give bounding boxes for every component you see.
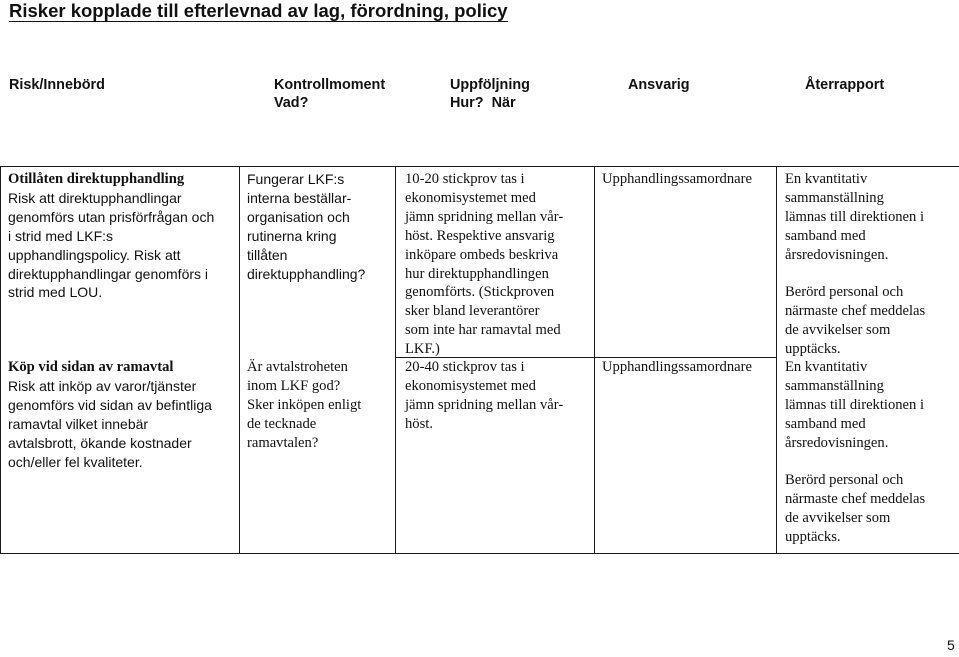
row-1-kontroll-line: direktupphandling?	[247, 265, 366, 282]
row-1-uppfoljning-line: 10-20 stickprov tas i	[405, 171, 525, 187]
row-1-kontroll-line: organisation och	[247, 208, 350, 225]
row-1-kontroll-line: Fungerar LKF:s	[247, 171, 345, 187]
row-2-kontroll-line: Är avtalstroheten	[247, 359, 348, 375]
header-uppfoljning-line1: Uppföljning	[450, 77, 530, 93]
header-risk: Risk/Innebörd	[9, 77, 105, 93]
row-2-uppfoljning-line: höst.	[405, 415, 433, 432]
row-2-risk-line: Risk att inköp av varor/tjänster	[8, 377, 197, 394]
row-2-risk-heading: Köp vid sidan av ramavtal	[8, 359, 174, 375]
row-2-uppfoljning-cell	[405, 358, 593, 434]
row-1-kontroll-line: interna beställar-	[247, 189, 352, 206]
row-2-risk-line: genomförs vid sidan av befintliga	[8, 396, 212, 413]
row-2-rapport-line: Berörd personal och	[785, 472, 904, 489]
page-number: 5	[947, 637, 955, 653]
row-1-risk-line: upphandlingspolicy. Risk att	[8, 246, 181, 263]
row-2-kontroll-line: Sker inköpen enligt	[247, 396, 362, 413]
row-2-uppfoljning-line: ekonomisystemet med	[405, 377, 536, 394]
row-2-rapport-line: sammanställning	[785, 377, 884, 394]
row-1-rapport-line: Berörd personal och	[785, 284, 904, 301]
row-1-rapport-line: närmaste chef meddelas	[785, 303, 926, 320]
column-divider-3	[594, 166, 595, 554]
row-1-uppfoljning-line: genomförts. (Stickproven	[405, 284, 555, 301]
row-1-uppfoljning-line: inköpare ombeds beskriva	[405, 246, 559, 263]
row-1-risk-line: genomförs utan prisförfrågan och	[8, 208, 215, 225]
row-2-rapport-line: samband med	[785, 415, 866, 432]
row-1-ansvarig: Upphandlingssamordnare	[602, 171, 752, 187]
row-1-kontroll-line: rutinerna kring	[247, 227, 337, 244]
row-1-risk-line: Risk att direktupphandlingar	[8, 189, 182, 206]
table-left-border	[0, 166, 1, 554]
row-2-kontroll-cell	[247, 358, 392, 453]
row-2-risk-line: avtalsbrott, ökande kostnader	[8, 434, 192, 451]
row-1-uppfoljning-line: LKF.)	[405, 341, 440, 358]
row-2-risk-line: och/eller fel kvaliteter.	[8, 453, 143, 470]
row-2-rapport-line: En kvantitativ	[785, 359, 868, 375]
row-2-risk-cell	[8, 358, 236, 471]
row-1-kontroll-line: tillåten	[247, 246, 288, 263]
row-1-risk-cell	[8, 170, 236, 302]
row-2-rapport-line: de avvikelser som	[785, 510, 891, 527]
row-1-uppfoljning-line: höst. Respektive ansvarig	[405, 227, 555, 244]
header-uppfoljning-line2: Hur? När	[450, 95, 516, 111]
table-bottom-border	[0, 553, 959, 554]
row-1-risk-line: i strid med LKF:s	[8, 227, 114, 244]
header-ansvarig: Ansvarig	[628, 77, 690, 93]
row-1-uppfoljning-cell	[405, 170, 593, 359]
row-2-aterrapport-cell	[785, 358, 955, 547]
row-1-risk-line: strid med LOU.	[8, 284, 103, 301]
row-1-rapport-line: de avvikelser som	[785, 322, 891, 339]
row-1-uppfoljning-line: jämn spridning mellan vår-	[405, 208, 564, 225]
row-1-rapport-line: lämnas till direktionen i	[785, 208, 925, 225]
row-1-risk-text	[8, 189, 236, 302]
table-top-border	[0, 166, 959, 167]
row-2-uppfoljning-line: jämn spridning mellan vår-	[405, 396, 564, 413]
header-kontrollmoment-line2: Vad?	[274, 95, 309, 111]
row-2-kontroll-line: inom LKF god?	[247, 377, 341, 394]
document-title: Risker kopplade till efterlevnad av lag, förordning, policy	[9, 0, 508, 21]
row-1-risk-heading: Otillåten direktupphandling	[8, 171, 185, 187]
row-1-uppfoljning-line: hur direktupphandlingen	[405, 265, 549, 282]
row-2-kontroll-line: de tecknade	[247, 415, 317, 432]
row-1-uppfoljning-line: ekonomisystemet med	[405, 189, 536, 206]
row-1-kontroll-cell	[247, 170, 392, 283]
row-1-rapport-line: upptäcks.	[785, 341, 841, 358]
column-divider-4	[776, 166, 777, 554]
row-2-rapport-line: lämnas till direktionen i	[785, 396, 925, 413]
row-2-rapport-line: årsredovisningen.	[785, 434, 889, 451]
row-2-rapport-line: upptäcks.	[785, 529, 841, 546]
header-kontrollmoment-line1: Kontrollmoment	[274, 77, 386, 93]
row-2-risk-text	[8, 377, 236, 472]
row-1-rapport-line: årsredovisningen.	[785, 246, 889, 263]
column-divider-1	[239, 166, 240, 554]
row-1-uppfoljning-line: som inte har ramavtal med	[405, 322, 561, 339]
row-1-rapport-line: sammanställning	[785, 189, 884, 206]
row-2-kontroll-line: ramavtalen?	[247, 434, 319, 451]
row-2-ansvarig: Upphandlingssamordnare	[602, 359, 752, 375]
row-1-risk-line: direktupphandlingar genomförs i	[8, 265, 209, 282]
row-1-aterrapport-cell	[785, 170, 955, 359]
row-1-uppfoljning-line: sker bland leverantörer	[405, 303, 540, 320]
column-divider-2	[395, 166, 396, 554]
row-1-rapport-line: samband med	[785, 227, 866, 244]
row-2-uppfoljning-line: 20-40 stickprov tas i	[405, 359, 525, 375]
row-1-rapport-line: En kvantitativ	[785, 171, 868, 187]
header-aterrapport: Återrapport	[805, 77, 885, 93]
row-2-risk-line: ramavtal vilket innebär	[8, 415, 149, 432]
row-2-rapport-line: närmaste chef meddelas	[785, 491, 926, 508]
